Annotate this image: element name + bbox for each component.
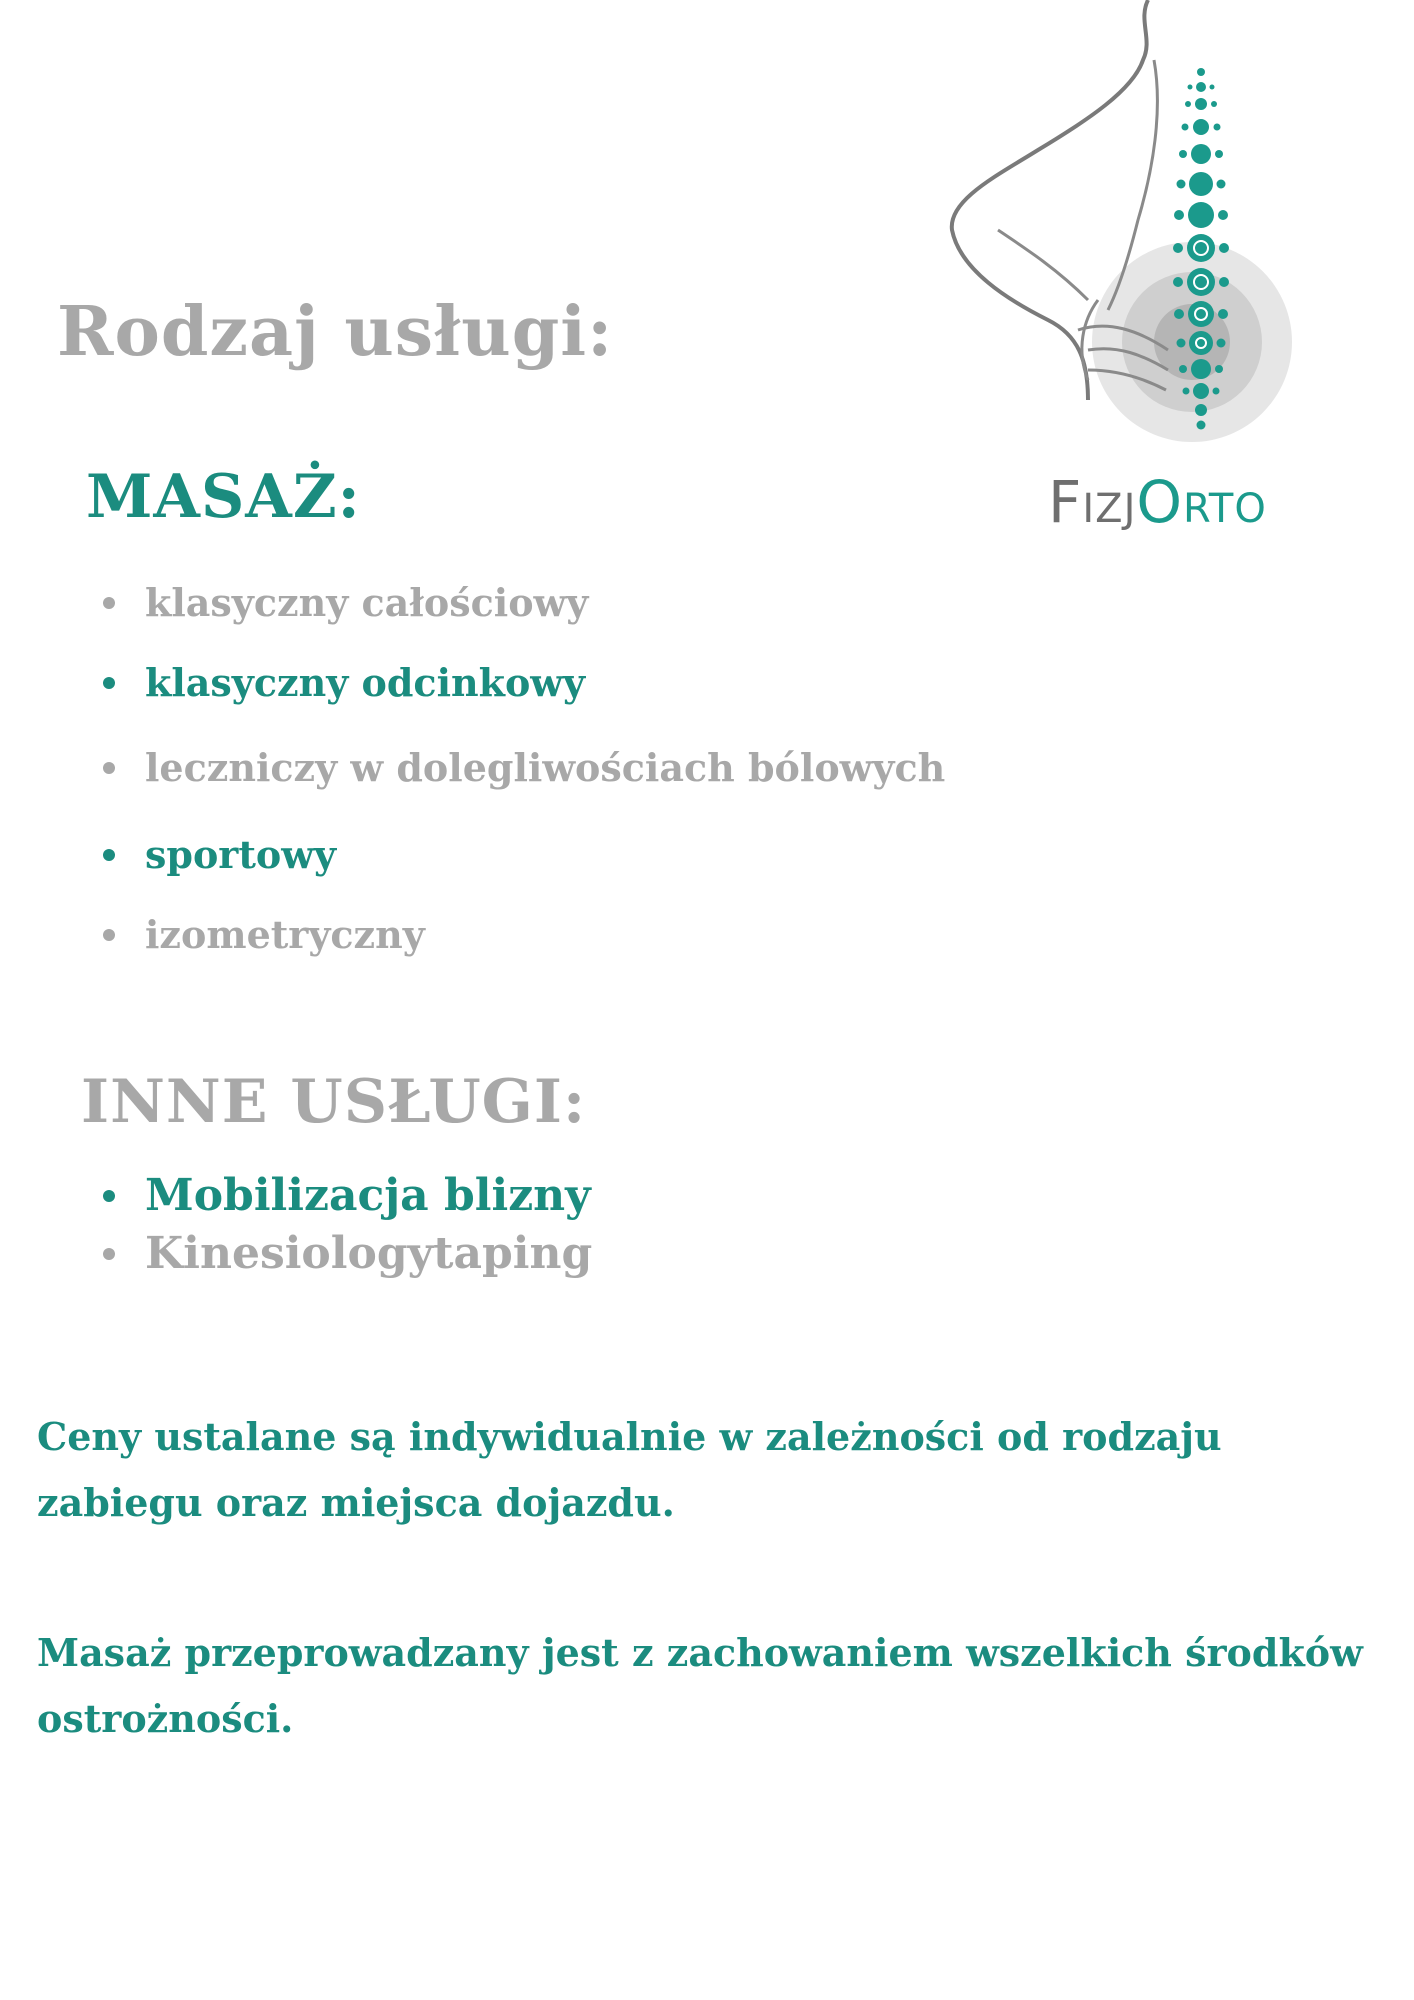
list-item-label: klasyczny odcinkowy [145,660,586,705]
list-item [85,660,585,705]
wordmark-part2-big: O [1136,468,1184,536]
wordmark-part2-small: RTO [1183,486,1267,532]
bullet-icon [103,929,115,941]
list-item [85,745,945,790]
masaz-heading: MASAŻ: [86,462,361,532]
list-item-label: klasyczny całościowy [145,580,589,625]
list-item-label: Mobilizacja blizny [145,1170,591,1221]
safety-note: Masaż przeprowadzany jest z zachowaniem wszelkich środków ostrożności. [37,1630,1363,1741]
bullet-icon [103,762,115,774]
list-item [85,912,425,957]
list-item [85,832,336,877]
bullet-icon [103,677,115,689]
inne-uslugi-heading: INNE USŁUGI: [81,1067,587,1137]
list-item-label: izometryczny [145,912,425,957]
brand-wordmark [1048,468,1267,536]
list-item [85,1228,592,1279]
bullet-icon [103,849,115,861]
wordmark-part1-big: F [1048,468,1083,536]
list-item [85,1170,591,1221]
bullet-icon [103,1248,115,1260]
list-item-label: leczniczy w dolegliwościach bólowych [145,745,946,790]
list-item [85,580,588,625]
list-item-label: Kinesiologytaping [145,1228,593,1279]
bullet-icon [103,1190,115,1202]
wordmark-part1-small: IZJ [1082,486,1137,532]
bullet-icon [103,597,115,609]
list-item-label: sportowy [145,832,337,877]
page-title: Rodzaj usługi: [57,292,614,372]
prices-note: Ceny ustalane są indywidualnie w zależności od rodzaju zabiegu oraz miejsca dojazdu. [37,1414,1222,1525]
